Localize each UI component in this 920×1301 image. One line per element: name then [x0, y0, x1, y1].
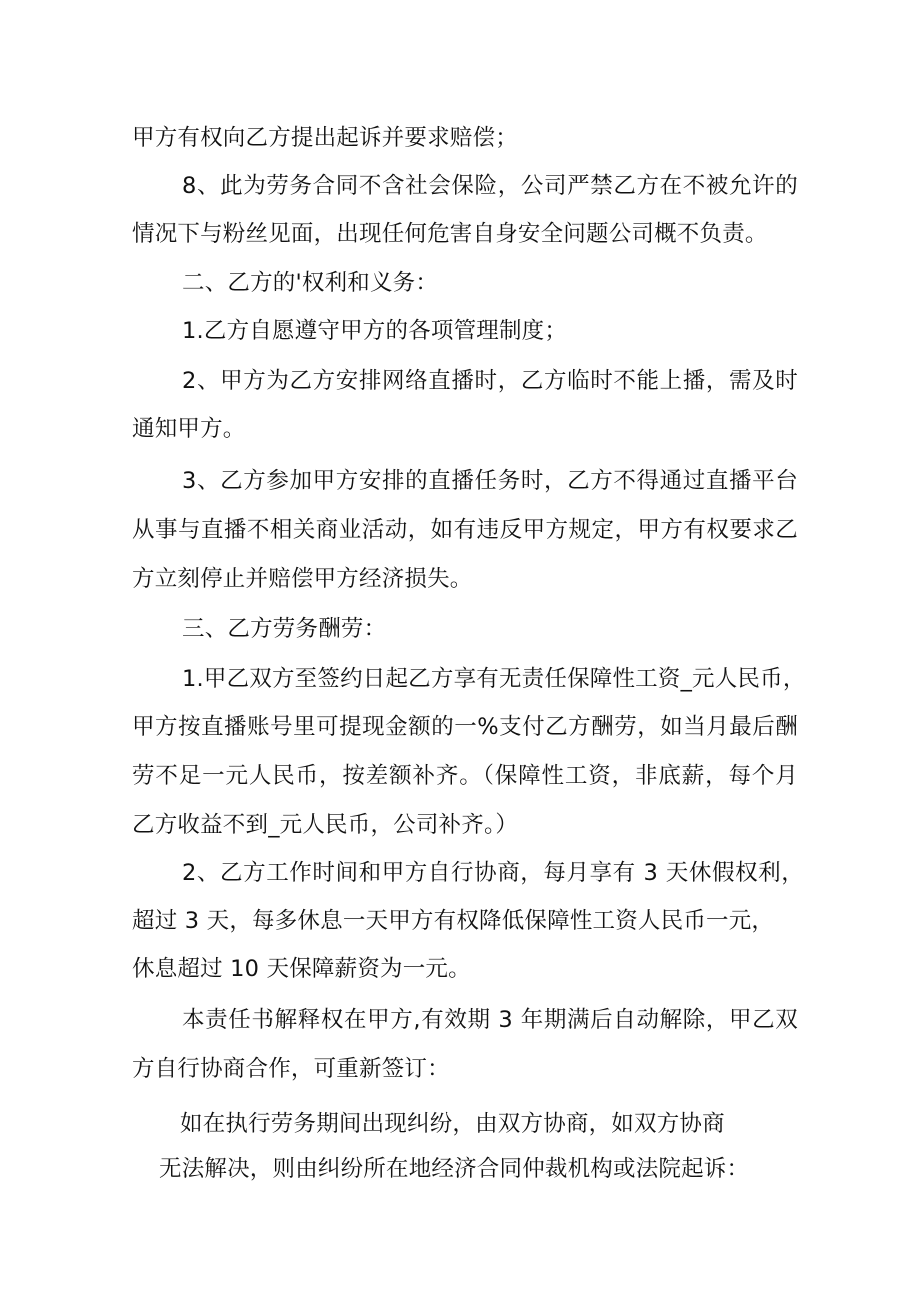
text-line-19: 本责任书解释权在甲方,有效期 3 年期满后自动解除，甲乙双 [182, 1007, 798, 1033]
section-heading-2: 二、乙方的'权利和义务： [182, 270, 439, 296]
text-line-20: 方自行协商合作，可重新签订： [132, 1056, 450, 1082]
text-line-8: 3、乙方参加甲方安排的直播任务时，乙方不得通过直播平台 [182, 468, 798, 494]
text-line-16: 2、乙方工作时间和甲方自行协商，每月享有 3 天休假权利， [182, 860, 804, 886]
text-line-1: 甲方有权向乙方提出起诉并要求赔偿； [132, 125, 518, 151]
text-line-10: 方立刻停止并赔偿甲方经济损失。 [132, 566, 473, 592]
text-line-17: 超过 3 天，每多休息一天甲方有权降低保障性工资人民币一元， [132, 908, 775, 934]
text-line-6: 2、甲方为乙方安排网络直播时，乙方临时不能上播，需及时 [182, 368, 798, 394]
text-line-12: 1.甲乙双方至签约日起乙方享有无责任保障性工资_元人民币， [182, 666, 806, 692]
text-line-7: 通知甲方。 [132, 416, 246, 442]
text-line-9: 从事与直播不相关商业活动，如有违反甲方规定，甲方有权要求乙 [132, 517, 798, 543]
text-line-18: 休息超过 10 天保障薪资为一元。 [132, 956, 471, 982]
text-line-22: 无法解决，则由纠纷所在地经济合同仲裁机构或法院起诉： [159, 1156, 750, 1182]
text-line-13: 甲方按直播账号里可提现金额的一%支付乙方酬劳，如当月最后酬 [132, 714, 798, 740]
text-line-21: 如在执行劳务期间出现纠纷，由双方协商，如双方协商 [180, 1111, 725, 1137]
text-line-2: 8、此为劳务合同不含社会保险，公司严禁乙方在不被允许的 [182, 173, 798, 199]
section-heading-3: 三、乙方劳务酬劳： [182, 616, 387, 642]
text-line-5: 1.乙方自愿遵守甲方的各项管理制度； [182, 318, 568, 344]
text-line-3: 情况下与粉丝见面，出现任何危害自身安全问题公司概不负责。 [132, 221, 768, 247]
text-line-14: 劳不足一元人民币，按差额补齐。（保障性工资，非底薪，每个月 [132, 763, 798, 789]
text-line-15: 乙方收益不到_元人民币，公司补齐。） [132, 812, 519, 838]
